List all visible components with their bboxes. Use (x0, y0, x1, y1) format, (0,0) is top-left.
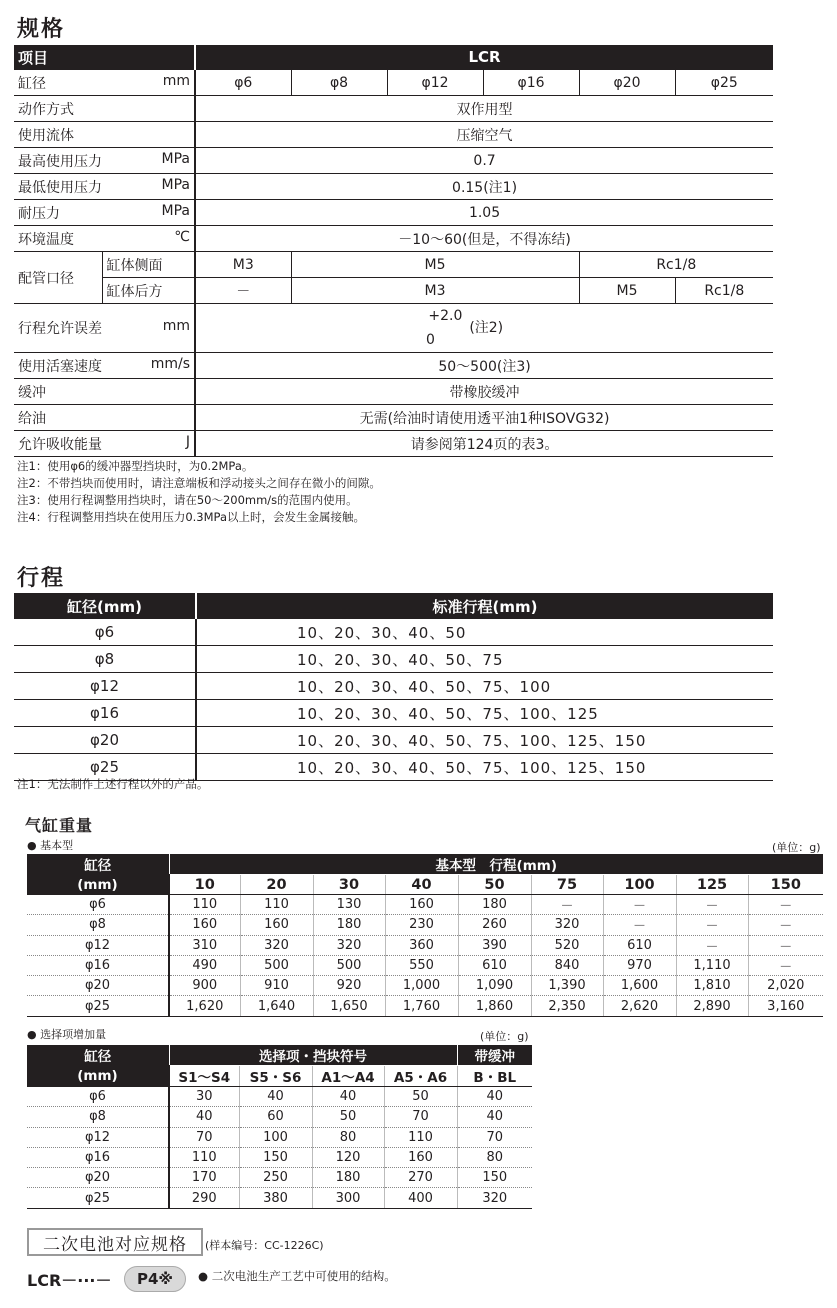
table-row (14, 727, 773, 754)
weight-cell: 1,810 (676, 976, 748, 996)
weight-cell: － (748, 955, 823, 975)
weight-cell: 160 (169, 915, 240, 935)
weight-cell: 520 (531, 935, 603, 955)
spec-row-tolerance (14, 304, 773, 353)
bore-cell: φ6 (27, 895, 169, 915)
spec-value: 0.15(注1) (195, 174, 773, 200)
spec-unit: MPa (161, 150, 191, 167)
weight-cell: 260 (458, 915, 531, 935)
port-value: M5 (579, 278, 675, 304)
weight-cell: 920 (313, 976, 385, 996)
spec-row (14, 122, 773, 148)
stroke-values: 10、20、30、40、50、75、100、125、150 (196, 727, 773, 754)
weight-cell: 1,860 (458, 996, 531, 1016)
weight-cell: 150 (457, 1168, 532, 1188)
stroke-col: 50 (458, 875, 531, 895)
weight-cell: 3,160 (748, 996, 823, 1016)
spec-row (14, 174, 773, 200)
weight-title: 气缸重量 (25, 816, 94, 835)
spec-row-port-rear (14, 278, 773, 304)
bore-cell: φ12 (27, 1127, 169, 1147)
weight-cell: 1,090 (458, 976, 531, 996)
spec-notes (17, 458, 381, 526)
spec-value: 50～500(注3) (195, 353, 773, 379)
weight-cell: 60 (239, 1107, 312, 1127)
table-row (27, 1188, 532, 1208)
weight-cell: 180 (313, 915, 385, 935)
weight-cell: 160 (385, 895, 458, 915)
bore-cell: φ16 (483, 70, 579, 96)
spec-row-port-side (14, 252, 773, 278)
port-value: M5 (291, 252, 579, 278)
spec-label: 耐压力 (18, 205, 60, 222)
basic-h-group: 基本型 行程(mm) (169, 854, 823, 875)
port-value: M3 (291, 278, 579, 304)
option-h-group: 选择项・挡块符号 (169, 1045, 457, 1066)
weight-cell: 40 (457, 1087, 532, 1107)
weight-cell: 500 (313, 955, 385, 975)
spec-row-bore (14, 70, 773, 96)
weight-cell: 610 (603, 935, 676, 955)
bore-cell: φ25 (27, 1188, 169, 1208)
weight-cell: 130 (313, 895, 385, 915)
spec-row (14, 148, 773, 174)
stroke-values: 10、20、30、40、50、75 (196, 646, 773, 673)
option-col: A1～A4 (312, 1066, 384, 1087)
option-col: A5・A6 (384, 1066, 457, 1087)
bore-cell: φ8 (291, 70, 387, 96)
option-col: B・BL (457, 1066, 532, 1087)
tolerance-upper: +2.0 (428, 308, 463, 324)
spec-unit: J (185, 433, 191, 450)
spec-row (14, 226, 773, 252)
battery-title: 二次电池对应规格 (27, 1228, 203, 1256)
stroke-values: 10、20、30、40、50、75、100、125 (196, 700, 773, 727)
option-unit: (单位：g) (480, 1030, 529, 1043)
spec-sublabel: 缸体后方 (102, 278, 195, 304)
spec-header-item: 项目 (14, 45, 195, 70)
stroke-col: 30 (313, 875, 385, 895)
spec-label: 给油 (18, 410, 46, 427)
weight-cell: 110 (169, 1147, 239, 1167)
bore-cell: φ16 (27, 955, 169, 975)
note: 注2：不带挡块而使用时，请注意端板和浮动接头之间存在微小的间隙。 (17, 476, 381, 490)
stroke-col: 20 (240, 875, 313, 895)
weight-cell: 380 (239, 1188, 312, 1208)
spec-value: －10～60(但是，不得冻结) (195, 226, 773, 252)
stroke-bore: φ20 (14, 727, 196, 754)
weight-cell: 500 (240, 955, 313, 975)
weight-cell: 320 (240, 935, 313, 955)
weight-cell: 30 (169, 1087, 239, 1107)
weight-cell: － (748, 895, 823, 915)
weight-cell: 40 (457, 1107, 532, 1127)
weight-cell: 300 (312, 1188, 384, 1208)
spec-value: 请参阅第124页的表3。 (195, 431, 773, 457)
spec-row (14, 431, 773, 457)
weight-cell: 50 (384, 1087, 457, 1107)
spec-unit: ℃ (174, 228, 191, 245)
stroke-header-bore: 缸径(mm) (14, 593, 196, 619)
weight-cell: － (531, 895, 603, 915)
weight-cell: 50 (312, 1107, 384, 1127)
option-col: S5・S6 (239, 1066, 312, 1087)
stroke-bore: φ6 (14, 619, 196, 646)
weight-cell: 2,020 (748, 976, 823, 996)
option-weight-table (27, 1045, 532, 1209)
port-value: Rc1/8 (579, 252, 773, 278)
model-code-prefix: LCR－···－ (27, 1271, 112, 1290)
spec-unit: mm (162, 72, 191, 89)
weight-cell: 160 (240, 915, 313, 935)
weight-cell: 1,620 (169, 996, 240, 1016)
spec-value: 双作用型 (195, 96, 773, 122)
spec-label: 环境温度 (18, 231, 74, 248)
table-row (14, 673, 773, 700)
weight-cell: 70 (169, 1127, 239, 1147)
weight-cell: 910 (240, 976, 313, 996)
note: 注3：使用行程调整用挡块时，请在50～200mm/s的范围内使用。 (17, 493, 358, 507)
weight-cell: 1,600 (603, 976, 676, 996)
weight-cell: 490 (169, 955, 240, 975)
model-code-suffix: P4※ (124, 1266, 186, 1292)
weight-cell: 320 (531, 915, 603, 935)
bore-cell: φ12 (387, 70, 483, 96)
weight-cell: 70 (384, 1107, 457, 1127)
basic-caption: ● 基本型 (27, 839, 74, 852)
weight-cell: 2,350 (531, 996, 603, 1016)
bore-cell: φ20 (27, 976, 169, 996)
spec-unit: mm (162, 318, 191, 334)
weight-cell: 290 (169, 1188, 239, 1208)
bore-cell: φ6 (195, 70, 291, 96)
table-row (27, 996, 823, 1016)
spec-value: 压缩空气 (195, 122, 773, 148)
stroke-bore: φ12 (14, 673, 196, 700)
weight-cell: 170 (169, 1168, 239, 1188)
option-caption: ● 选择项增加量 (27, 1028, 107, 1041)
spec-label: 最低使用压力 (18, 179, 102, 196)
spec-sublabel: 缸体侧面 (102, 252, 195, 278)
weight-cell: 120 (312, 1147, 384, 1167)
bore-cell: φ25 (675, 70, 773, 96)
option-h-bore2: (mm) (27, 1066, 169, 1087)
spec-label: 使用活塞速度 (18, 358, 102, 375)
spec-unit: MPa (161, 176, 191, 193)
weight-cell: 1,110 (676, 955, 748, 975)
weight-cell: 40 (239, 1087, 312, 1107)
table-row (14, 619, 773, 646)
spec-label: 使用流体 (18, 127, 74, 144)
spec-value (195, 304, 773, 353)
spec-label: 最高使用压力 (18, 153, 102, 170)
weight-cell: 110 (240, 895, 313, 915)
spec-value: 1.05 (195, 200, 773, 226)
note: 注1：使用φ6的缓冲器型挡块时，为0.2MPa。 (17, 459, 254, 473)
stroke-col: 125 (676, 875, 748, 895)
option-h-bore1: 缸径 (27, 1045, 169, 1066)
basic-unit: (单位：g) (772, 841, 821, 854)
weight-cell: － (603, 915, 676, 935)
weight-cell: 390 (458, 935, 531, 955)
weight-cell: － (676, 935, 748, 955)
stroke-values: 10、20、30、40、50、75、100 (196, 673, 773, 700)
spec-value: 0.7 (195, 148, 773, 174)
weight-cell: 40 (312, 1087, 384, 1107)
weight-cell: 80 (312, 1127, 384, 1147)
table-row (27, 1168, 532, 1188)
table-row (27, 1107, 532, 1127)
table-row (27, 955, 823, 975)
weight-cell: 40 (169, 1107, 239, 1127)
port-value: － (195, 278, 291, 304)
basic-h-bore2: (mm) (27, 875, 169, 895)
weight-cell: 320 (457, 1188, 532, 1208)
battery-note: ● 二次电池生产工艺中可使用的结构。 (198, 1269, 396, 1283)
weight-cell: 900 (169, 976, 240, 996)
weight-cell: 1,640 (240, 996, 313, 1016)
weight-cell: 1,390 (531, 976, 603, 996)
weight-cell: 250 (239, 1168, 312, 1188)
spec-unit: MPa (161, 202, 191, 219)
weight-cell: 400 (384, 1188, 457, 1208)
spec-value: 无需(给油时请使用透平油1种ISOVG32) (195, 405, 773, 431)
stroke-title: 行程 (17, 566, 66, 591)
stroke-header-strokes: 标准行程(mm) (196, 593, 773, 619)
stroke-bore: φ25 (14, 754, 196, 781)
spec-title: 规格 (17, 17, 66, 42)
weight-cell: 2,620 (603, 996, 676, 1016)
stroke-values: 10、20、30、40、50 (196, 619, 773, 646)
table-row (27, 1087, 532, 1107)
spec-row (14, 96, 773, 122)
weight-cell: 180 (458, 895, 531, 915)
table-row (27, 1147, 532, 1167)
bore-cell: φ20 (27, 1168, 169, 1188)
tolerance-note: (注2) (469, 320, 504, 336)
weight-cell: － (748, 935, 823, 955)
bore-cell: φ20 (579, 70, 675, 96)
weight-cell: 1,760 (385, 996, 458, 1016)
tolerance-lower: 0 (425, 332, 435, 348)
spec-label: 缸径 (18, 75, 46, 92)
weight-cell: 150 (239, 1147, 312, 1167)
port-value: Rc1/8 (675, 278, 773, 304)
weight-cell: － (676, 895, 748, 915)
basic-weight-table (27, 854, 823, 1017)
bore-cell: φ8 (27, 1107, 169, 1127)
spec-label: 行程允许误差 (18, 321, 102, 337)
stroke-col: 10 (169, 875, 240, 895)
spec-header-model: LCR (195, 45, 773, 70)
spec-row (14, 353, 773, 379)
weight-cell: 2,890 (676, 996, 748, 1016)
table-row (27, 935, 823, 955)
spec-value: 带橡胶缓冲 (195, 379, 773, 405)
stroke-col: 100 (603, 875, 676, 895)
port-value: M3 (195, 252, 291, 278)
spec-table (14, 45, 773, 457)
table-row (27, 915, 823, 935)
weight-cell: 310 (169, 935, 240, 955)
stroke-bore: φ8 (14, 646, 196, 673)
weight-cell: 230 (385, 915, 458, 935)
stroke-values: 10、20、30、40、50、75、100、125、150 (196, 754, 773, 781)
weight-cell: 70 (457, 1127, 532, 1147)
stroke-note: 注1：无法制作上述行程以外的产品。 (17, 777, 209, 791)
stroke-table (14, 593, 773, 781)
spec-row (14, 405, 773, 431)
stroke-col: 150 (748, 875, 823, 895)
table-row (27, 1127, 532, 1147)
stroke-bore: φ16 (14, 700, 196, 727)
weight-cell: 320 (313, 935, 385, 955)
weight-cell: － (676, 915, 748, 935)
bore-cell: φ16 (27, 1147, 169, 1167)
weight-cell: 1,650 (313, 996, 385, 1016)
spec-label: 允许吸收能量 (18, 436, 102, 453)
table-row (27, 976, 823, 996)
weight-cell: 110 (384, 1127, 457, 1147)
option-col: S1～S4 (169, 1066, 239, 1087)
spec-row (14, 200, 773, 226)
weight-cell: 840 (531, 955, 603, 975)
bore-cell: φ8 (27, 915, 169, 935)
battery-sample: (样本编号：CC-1226C) (205, 1239, 324, 1252)
weight-cell: 160 (384, 1147, 457, 1167)
spec-unit: mm/s (150, 355, 191, 372)
table-row (14, 646, 773, 673)
weight-cell: 360 (385, 935, 458, 955)
table-row (14, 700, 773, 727)
stroke-col: 75 (531, 875, 603, 895)
bore-cell: φ12 (27, 935, 169, 955)
weight-cell: 550 (385, 955, 458, 975)
weight-cell: 270 (384, 1168, 457, 1188)
spec-row (14, 379, 773, 405)
weight-cell: 610 (458, 955, 531, 975)
spec-label: 动作方式 (18, 101, 74, 118)
weight-cell: 180 (312, 1168, 384, 1188)
stroke-col: 40 (385, 875, 458, 895)
bore-cell: φ25 (27, 996, 169, 1016)
weight-cell: 110 (169, 895, 240, 915)
weight-cell: 970 (603, 955, 676, 975)
option-h-cushion: 带缓冲 (457, 1045, 532, 1066)
basic-h-bore1: 缸径 (27, 854, 169, 875)
weight-cell: 100 (239, 1127, 312, 1147)
bore-cell: φ6 (27, 1087, 169, 1107)
weight-cell: － (603, 895, 676, 915)
weight-cell: － (748, 915, 823, 935)
spec-label: 配管口径 (14, 252, 102, 304)
weight-cell: 1,000 (385, 976, 458, 996)
weight-cell: 80 (457, 1147, 532, 1167)
table-row (27, 895, 823, 915)
spec-label: 缓冲 (18, 384, 46, 401)
note: 注4：行程调整用挡块在使用压力0.3MPa以上时，会发生金属接触。 (17, 510, 365, 524)
